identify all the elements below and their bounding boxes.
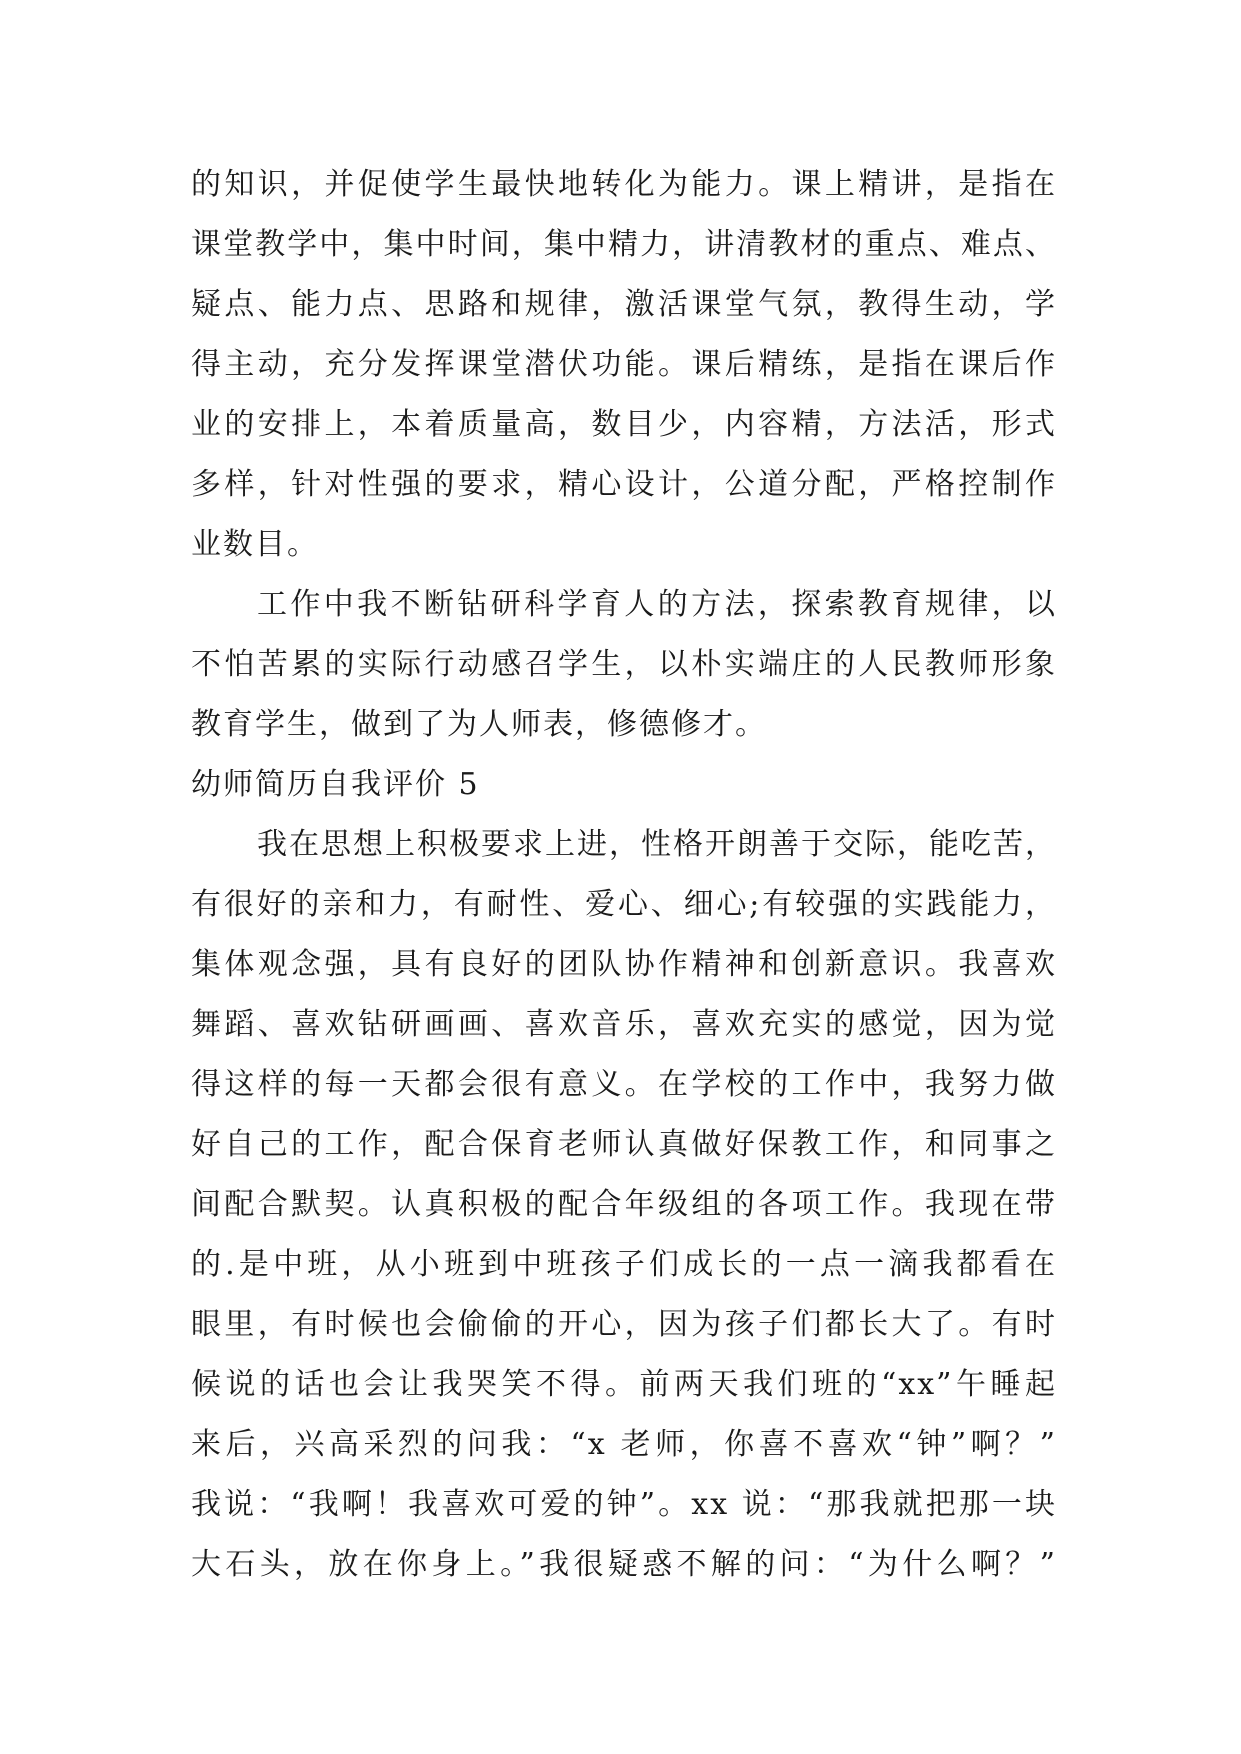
paragraph-knowledge-practice — [191, 155, 1057, 575]
text-line: 得主动，充分发挥课堂潜伏功能。课后精练，是指在课后作 — [191, 347, 1057, 382]
text-line: 来后，兴高采烈的问我：“x 老师，你喜不喜欢“钟”啊？” — [191, 1427, 1057, 1462]
text-line: 间配合默契。认真积极的配合年级组的各项工作。我现在带 — [191, 1187, 1057, 1222]
text-line: 有很好的亲和力，有耐性、爱心、细心;有较强的实践能力， — [191, 887, 1057, 922]
section-heading: 幼师简历自我评价 5 — [191, 767, 480, 802]
text-line: 课堂教学中，集中时间，集中精力，讲清教材的重点、难点、 — [191, 227, 1057, 262]
text-line: 的.是中班，从小班到中班孩子们成长的一点一滴我都看在 — [191, 1247, 1057, 1282]
text-line: 我在思想上积极要求上进，性格开朗善于交际，能吃苦， — [257, 827, 1057, 862]
text-line: 候说的话也会让我哭笑不得。前两天我们班的“xx”午睡起 — [191, 1367, 1057, 1402]
text-line: 工作中我不断钻研科学育人的方法，探索教育规律，以 — [257, 587, 1057, 622]
text-line: 眼里，有时候也会偷偷的开心，因为孩子们都长大了。有时 — [191, 1307, 1057, 1342]
text-line: 得这样的每一天都会很有意义。在学校的工作中，我努力做 — [191, 1067, 1057, 1102]
text-line: 疑点、能力点、思路和规律，激活课堂气氛，教得生动，学 — [191, 287, 1057, 322]
text-line: 业数目。 — [191, 527, 319, 562]
text-line: 业的安排上，本着质量高，数目少，内容精，方法活，形式 — [191, 407, 1057, 442]
text-line: 我说：“我啊！我喜欢可爱的钟”。xx 说：“那我就把那一块 — [191, 1487, 1057, 1522]
text-line: 的知识，并促使学生最快地转化为能力。课上精讲，是指在 — [191, 167, 1057, 202]
text-line: 舞蹈、喜欢钻研画画、喜欢音乐，喜欢充实的感觉，因为觉 — [191, 1007, 1057, 1042]
text-line: 教育学生，做到了为人师表，修德修才。 — [191, 707, 767, 742]
text-line: 集体观念强，具有良好的团队协作精神和创新意识。我喜欢 — [191, 947, 1057, 982]
text-line: 不怕苦累的实际行动感召学生，以朴实端庄的人民教师形象 — [191, 647, 1057, 682]
paragraph-self-evaluation — [191, 815, 1057, 1595]
document-body — [191, 155, 1057, 1595]
text-line: 好自己的工作，配合保育老师认真做好保教工作，和同事之 — [191, 1127, 1057, 1162]
text-line: 大石头，放在你身上。”我很疑惑不解的问：“为什么啊？” — [191, 1547, 1057, 1582]
paragraph-work-attitude — [191, 575, 1057, 755]
text-line: 多样，针对性强的要求，精心设计，公道分配，严格控制作 — [191, 467, 1057, 502]
